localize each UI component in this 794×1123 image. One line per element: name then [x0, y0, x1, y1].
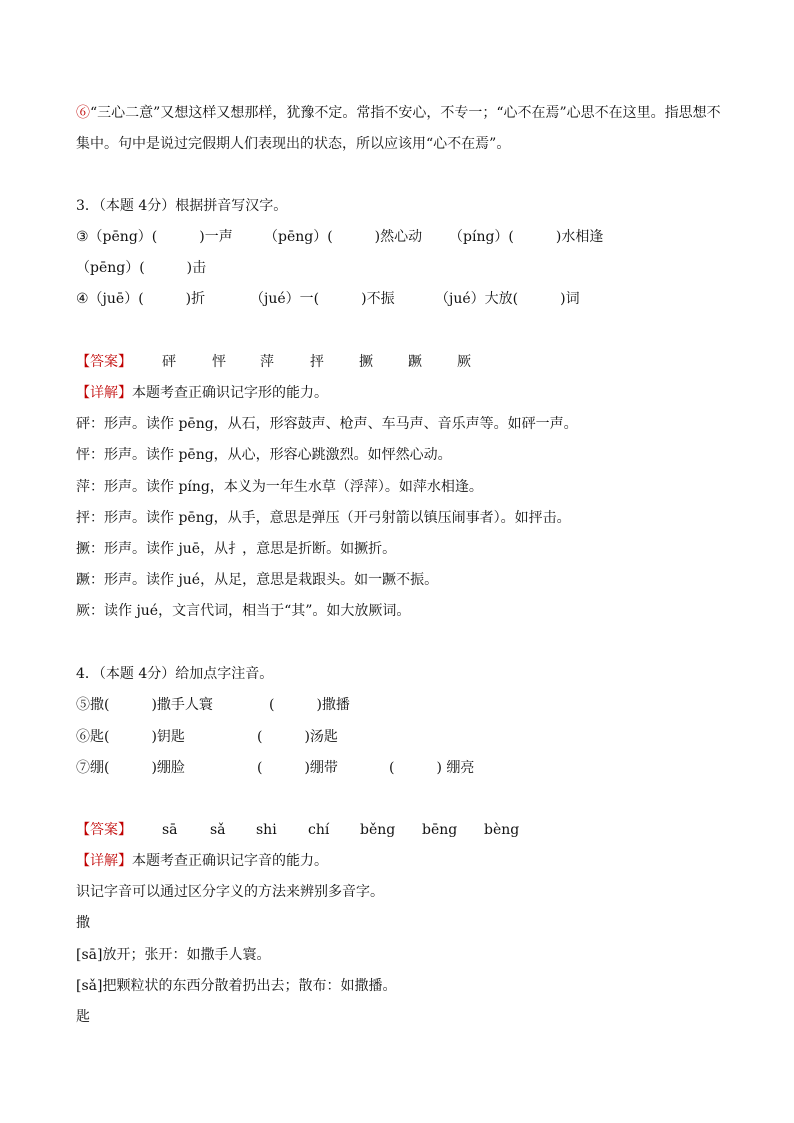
q3-row-1: [76, 227, 716, 247]
detail-item: 蹶：形声。读作 jué，从足，意思是栽跟头。如一蹶不振。: [76, 572, 439, 588]
q4-row-1: [76, 695, 716, 715]
polyphone-char: 匙: [76, 1009, 90, 1025]
q3-item: ③（pēng）( )一声: [76, 229, 233, 245]
answer-item: chí: [308, 822, 330, 838]
detail-intro: 本题考查正确识记字音的能力。: [132, 853, 328, 869]
explain-text-1: “三心二意”又想这样又想那样，犹豫不定。常指不安心，不专一；“心不在焉”心思不在这里。指思想不: [90, 105, 721, 121]
explain-line-1: [76, 103, 721, 123]
answer-item: bèng: [484, 822, 520, 838]
q3-item: ④（juē）( )折: [76, 291, 206, 307]
q3-item: （jué）大放( )词: [435, 291, 580, 307]
answer-item: 蹶: [408, 354, 422, 370]
q4-row-2: [76, 727, 716, 747]
question-4-header: 4．（本题 4分）给加点字注音。: [76, 666, 274, 682]
answer-label: 【答案】: [76, 822, 132, 838]
answer-item: 怦: [212, 354, 226, 370]
q3-item: （píng）( )水相逢: [449, 229, 604, 245]
detail-item: 厥：读作 jué，文言代词，相当于“其”。如大放厥词。: [76, 603, 411, 619]
q4-row-3: [76, 758, 716, 778]
detail-item: 抨：形声。读作 pēng，从手，意思是弹压（开弓射箭以镇压闹事者）。如抨击。: [76, 510, 571, 526]
answer-item: 厥: [457, 354, 471, 370]
answer-label: 【答案】: [76, 354, 132, 370]
pronunciation-entry: [sā]放开；张开：如撒手人寰。: [76, 947, 271, 963]
q4-item: ( )绷带: [257, 760, 338, 776]
q4-answer-line: [76, 820, 716, 840]
q3-item: （jué）一( )不振: [250, 291, 395, 307]
detail-item: 砰：形声。读作 pēng，从石，形容鼓声、枪声、车马声、音乐声等。如砰一声。: [76, 416, 578, 432]
answer-item: shi: [256, 822, 277, 838]
q3-answer-line: [76, 352, 716, 372]
detail-item: 怦：形声。读作 pēng，从心，形容心跳激烈。如怦然心动。: [76, 447, 452, 463]
answer-item: sǎ: [210, 822, 226, 838]
answer-item: bēng: [422, 822, 458, 838]
polyphone-char: 撒: [76, 915, 90, 931]
q4-detail-line: [76, 851, 328, 871]
answer-item: běng: [360, 822, 396, 838]
question-3-header: 3．（本题 4分）根据拼音写汉字。: [76, 198, 288, 214]
q4-item: ⑦绷( )绷脸: [76, 760, 185, 776]
detail-label: 【详解】: [76, 385, 132, 401]
answer-item: 撅: [359, 354, 373, 370]
circled-marker: ⑥: [76, 105, 90, 121]
q4-item: ( )撒播: [269, 697, 350, 713]
explain-line-2: 集中。句中是说过完假期人们表现出的状态，所以应该用“心不在焉”。: [76, 136, 511, 152]
q4-item: ( )汤匙: [257, 729, 338, 745]
detail-item: 萍：形声。读作 píng，本义为一年生水草（浮萍）。如萍水相逢。: [76, 479, 483, 495]
detail-text: 识记字音可以通过区分字义的方法来辨别多音字。: [76, 884, 384, 900]
q3-row-3: [76, 289, 716, 309]
q3-detail-line: [76, 383, 328, 403]
q3-item: （pēng）( )然心动: [264, 229, 423, 245]
answer-item: 砰: [162, 354, 176, 370]
answer-item: sā: [162, 822, 178, 838]
q4-item: ⑥匙( )钥匙: [76, 729, 185, 745]
q4-item: ⑤撒( )撒手人寰: [76, 697, 213, 713]
detail-intro: 本题考查正确识记字形的能力。: [132, 385, 328, 401]
pronunciation-entry: [sǎ]把颗粒状的东西分散着扔出去；散布：如撒播。: [76, 978, 397, 994]
answer-item: 抨: [310, 354, 324, 370]
detail-item: 撅：形声。读作 juē，从扌，意思是折断。如撅折。: [76, 541, 397, 557]
q4-item: ( ) 绷亮: [389, 760, 475, 776]
q3-row-2: （pēng）( )击: [76, 260, 207, 276]
detail-label: 【详解】: [76, 853, 132, 869]
answer-item: 萍: [260, 354, 274, 370]
